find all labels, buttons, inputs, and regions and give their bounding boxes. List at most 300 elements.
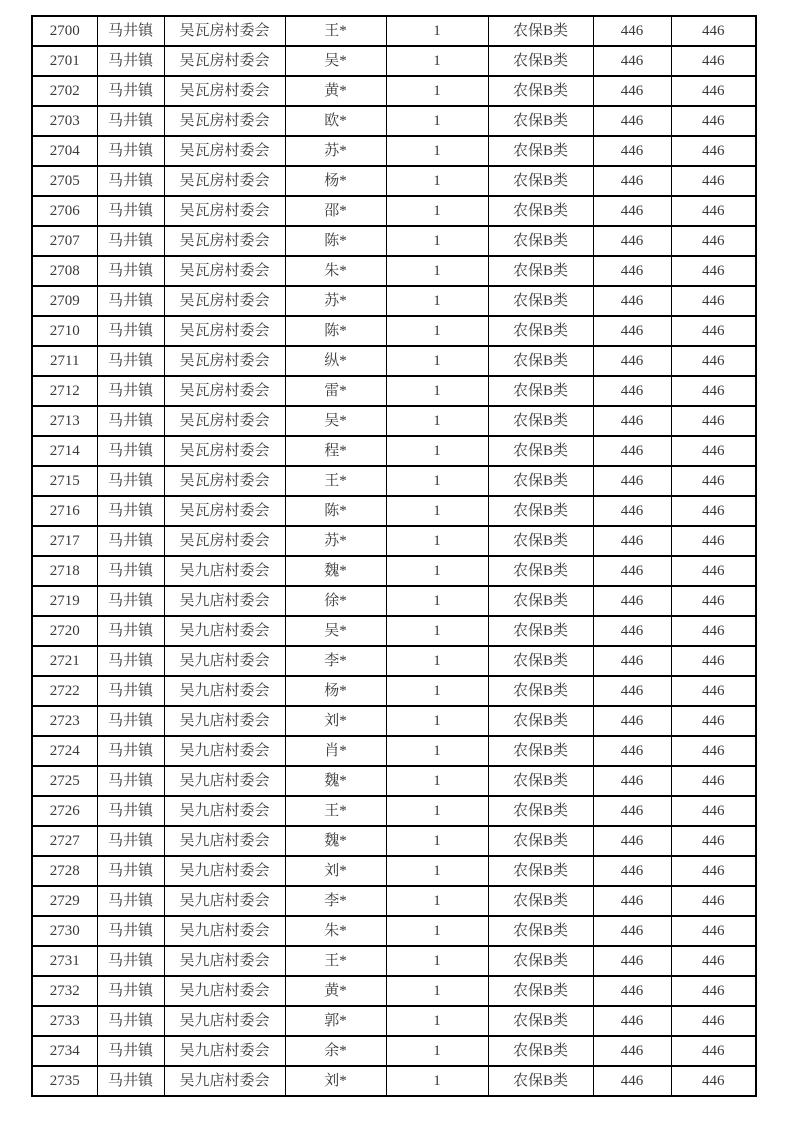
cell-village: 吴瓦房村委会: [164, 496, 285, 526]
cell-village: 吴九店村委会: [164, 796, 285, 826]
cell-town: 马井镇: [97, 226, 164, 256]
cell-serial: 2714: [32, 436, 97, 466]
cell-serial: 2717: [32, 526, 97, 556]
cell-count: 1: [386, 856, 488, 886]
cell-town: 马井镇: [97, 676, 164, 706]
cell-serial: 2732: [32, 976, 97, 1006]
table-row: [32, 466, 756, 496]
cell-serial: 2702: [32, 76, 97, 106]
cell-category: 农保B类: [488, 826, 593, 856]
cell-amount-1: 446: [593, 286, 671, 316]
cell-serial: 2718: [32, 556, 97, 586]
cell-amount-2: 446: [671, 376, 756, 406]
cell-village: 吴瓦房村委会: [164, 406, 285, 436]
cell-amount-1: 446: [593, 496, 671, 526]
cell-amount-2: 446: [671, 856, 756, 886]
table-row: [32, 706, 756, 736]
cell-village: 吴瓦房村委会: [164, 166, 285, 196]
cell-village: 吴瓦房村委会: [164, 466, 285, 496]
cell-village: 吴瓦房村委会: [164, 286, 285, 316]
cell-count: 1: [386, 46, 488, 76]
cell-village: 吴瓦房村委会: [164, 106, 285, 136]
cell-amount-1: 446: [593, 856, 671, 886]
cell-count: 1: [386, 376, 488, 406]
cell-category: 农保B类: [488, 856, 593, 886]
cell-serial: 2704: [32, 136, 97, 166]
cell-count: 1: [386, 916, 488, 946]
cell-amount-1: 446: [593, 1036, 671, 1066]
table-row: [32, 286, 756, 316]
cell-town: 马井镇: [97, 286, 164, 316]
cell-category: 农保B类: [488, 436, 593, 466]
cell-count: 1: [386, 586, 488, 616]
cell-name: 苏*: [285, 136, 386, 166]
cell-village: 吴瓦房村委会: [164, 76, 285, 106]
cell-town: 马井镇: [97, 76, 164, 106]
table-row: [32, 166, 756, 196]
cell-town: 马井镇: [97, 136, 164, 166]
cell-name: 郭*: [285, 1006, 386, 1036]
cell-category: 农保B类: [488, 406, 593, 436]
cell-amount-2: 446: [671, 916, 756, 946]
cell-serial: 2721: [32, 646, 97, 676]
cell-village: 吴九店村委会: [164, 886, 285, 916]
table-row: [32, 556, 756, 586]
cell-serial: 2722: [32, 676, 97, 706]
cell-name: 魏*: [285, 766, 386, 796]
cell-amount-2: 446: [671, 796, 756, 826]
cell-category: 农保B类: [488, 136, 593, 166]
cell-village: 吴九店村委会: [164, 646, 285, 676]
cell-category: 农保B类: [488, 766, 593, 796]
cell-amount-1: 446: [593, 406, 671, 436]
cell-name: 余*: [285, 1036, 386, 1066]
cell-amount-2: 446: [671, 586, 756, 616]
cell-town: 马井镇: [97, 856, 164, 886]
cell-name: 陈*: [285, 496, 386, 526]
cell-count: 1: [386, 646, 488, 676]
cell-amount-2: 446: [671, 706, 756, 736]
cell-amount-2: 446: [671, 526, 756, 556]
cell-amount-1: 446: [593, 226, 671, 256]
cell-amount-2: 446: [671, 76, 756, 106]
cell-amount-1: 446: [593, 1006, 671, 1036]
cell-village: 吴瓦房村委会: [164, 226, 285, 256]
cell-name: 魏*: [285, 556, 386, 586]
cell-amount-1: 446: [593, 766, 671, 796]
cell-amount-1: 446: [593, 76, 671, 106]
cell-name: 黄*: [285, 976, 386, 1006]
cell-count: 1: [386, 976, 488, 1006]
cell-category: 农保B类: [488, 16, 593, 46]
cell-town: 马井镇: [97, 766, 164, 796]
cell-serial: 2724: [32, 736, 97, 766]
cell-count: 1: [386, 766, 488, 796]
cell-town: 马井镇: [97, 646, 164, 676]
table-row: [32, 226, 756, 256]
cell-name: 黄*: [285, 76, 386, 106]
cell-village: 吴九店村委会: [164, 976, 285, 1006]
table-row: [32, 106, 756, 136]
cell-count: 1: [386, 466, 488, 496]
cell-village: 吴九店村委会: [164, 586, 285, 616]
cell-amount-1: 446: [593, 436, 671, 466]
cell-amount-2: 446: [671, 406, 756, 436]
cell-village: 吴九店村委会: [164, 1066, 285, 1096]
table-row: [32, 1066, 756, 1096]
cell-serial: 2735: [32, 1066, 97, 1096]
cell-category: 农保B类: [488, 586, 593, 616]
cell-count: 1: [386, 346, 488, 376]
cell-village: 吴瓦房村委会: [164, 346, 285, 376]
cell-count: 1: [386, 76, 488, 106]
cell-amount-2: 446: [671, 226, 756, 256]
cell-name: 苏*: [285, 286, 386, 316]
cell-amount-2: 446: [671, 736, 756, 766]
cell-count: 1: [386, 196, 488, 226]
cell-count: 1: [386, 166, 488, 196]
table-row: [32, 1036, 756, 1066]
cell-count: 1: [386, 436, 488, 466]
cell-amount-1: 446: [593, 646, 671, 676]
cell-amount-2: 446: [671, 496, 756, 526]
cell-amount-1: 446: [593, 586, 671, 616]
cell-name: 刘*: [285, 706, 386, 736]
table-row: [32, 436, 756, 466]
cell-count: 1: [386, 886, 488, 916]
cell-amount-2: 446: [671, 256, 756, 286]
cell-town: 马井镇: [97, 346, 164, 376]
table-row: [32, 496, 756, 526]
cell-serial: 2711: [32, 346, 97, 376]
cell-count: 1: [386, 226, 488, 256]
cell-amount-1: 446: [593, 136, 671, 166]
cell-serial: 2723: [32, 706, 97, 736]
cell-serial: 2734: [32, 1036, 97, 1066]
cell-category: 农保B类: [488, 556, 593, 586]
cell-name: 纵*: [285, 346, 386, 376]
cell-town: 马井镇: [97, 976, 164, 1006]
cell-category: 农保B类: [488, 616, 593, 646]
cell-category: 农保B类: [488, 226, 593, 256]
table-row: [32, 736, 756, 766]
cell-name: 王*: [285, 16, 386, 46]
table-row: [32, 616, 756, 646]
cell-name: 邵*: [285, 196, 386, 226]
cell-serial: 2730: [32, 916, 97, 946]
cell-amount-2: 446: [671, 196, 756, 226]
cell-town: 马井镇: [97, 826, 164, 856]
cell-amount-1: 446: [593, 826, 671, 856]
cell-serial: 2706: [32, 196, 97, 226]
cell-amount-1: 446: [593, 706, 671, 736]
cell-town: 马井镇: [97, 796, 164, 826]
cell-serial: 2708: [32, 256, 97, 286]
cell-serial: 2713: [32, 406, 97, 436]
cell-amount-1: 446: [593, 886, 671, 916]
cell-village: 吴九店村委会: [164, 946, 285, 976]
cell-category: 农保B类: [488, 526, 593, 556]
table-row: [32, 346, 756, 376]
cell-name: 雷*: [285, 376, 386, 406]
cell-town: 马井镇: [97, 1006, 164, 1036]
cell-amount-1: 446: [593, 376, 671, 406]
cell-amount-1: 446: [593, 256, 671, 286]
cell-amount-1: 446: [593, 106, 671, 136]
cell-amount-2: 446: [671, 466, 756, 496]
cell-name: 陈*: [285, 226, 386, 256]
cell-category: 农保B类: [488, 946, 593, 976]
cell-serial: 2712: [32, 376, 97, 406]
cell-amount-1: 446: [593, 196, 671, 226]
cell-village: 吴瓦房村委会: [164, 256, 285, 286]
cell-name: 朱*: [285, 256, 386, 286]
cell-category: 农保B类: [488, 646, 593, 676]
cell-category: 农保B类: [488, 46, 593, 76]
cell-town: 马井镇: [97, 406, 164, 436]
cell-serial: 2701: [32, 46, 97, 76]
table-row: [32, 796, 756, 826]
cell-town: 马井镇: [97, 736, 164, 766]
table-row: [32, 16, 756, 46]
cell-amount-2: 446: [671, 136, 756, 166]
record-table: [31, 15, 757, 1097]
cell-category: 农保B类: [488, 916, 593, 946]
cell-name: 刘*: [285, 1066, 386, 1096]
table-row: [32, 406, 756, 436]
cell-village: 吴瓦房村委会: [164, 46, 285, 76]
table-row: [32, 1006, 756, 1036]
cell-count: 1: [386, 256, 488, 286]
cell-category: 农保B类: [488, 976, 593, 1006]
table-row: [32, 766, 756, 796]
cell-category: 农保B类: [488, 1006, 593, 1036]
cell-category: 农保B类: [488, 256, 593, 286]
cell-amount-1: 446: [593, 46, 671, 76]
cell-town: 马井镇: [97, 466, 164, 496]
cell-serial: 2720: [32, 616, 97, 646]
cell-name: 王*: [285, 946, 386, 976]
cell-serial: 2719: [32, 586, 97, 616]
cell-name: 吴*: [285, 46, 386, 76]
cell-serial: 2733: [32, 1006, 97, 1036]
table-row: [32, 886, 756, 916]
table-row: [32, 316, 756, 346]
cell-count: 1: [386, 1036, 488, 1066]
cell-town: 马井镇: [97, 16, 164, 46]
cell-amount-2: 446: [671, 886, 756, 916]
cell-category: 农保B类: [488, 466, 593, 496]
cell-serial: 2726: [32, 796, 97, 826]
cell-category: 农保B类: [488, 736, 593, 766]
cell-town: 马井镇: [97, 556, 164, 586]
cell-category: 农保B类: [488, 1036, 593, 1066]
cell-count: 1: [386, 136, 488, 166]
cell-serial: 2710: [32, 316, 97, 346]
table-row: [32, 76, 756, 106]
cell-village: 吴九店村委会: [164, 826, 285, 856]
cell-category: 农保B类: [488, 196, 593, 226]
cell-amount-1: 446: [593, 166, 671, 196]
cell-serial: 2725: [32, 766, 97, 796]
cell-amount-2: 446: [671, 106, 756, 136]
cell-amount-2: 446: [671, 766, 756, 796]
cell-town: 马井镇: [97, 916, 164, 946]
cell-category: 农保B类: [488, 796, 593, 826]
cell-count: 1: [386, 316, 488, 346]
cell-category: 农保B类: [488, 676, 593, 706]
cell-amount-2: 446: [671, 1066, 756, 1096]
cell-town: 马井镇: [97, 316, 164, 346]
cell-town: 马井镇: [97, 946, 164, 976]
cell-count: 1: [386, 106, 488, 136]
cell-village: 吴瓦房村委会: [164, 376, 285, 406]
cell-amount-1: 446: [593, 946, 671, 976]
cell-village: 吴九店村委会: [164, 676, 285, 706]
cell-amount-1: 446: [593, 16, 671, 46]
cell-count: 1: [386, 826, 488, 856]
cell-name: 程*: [285, 436, 386, 466]
cell-town: 马井镇: [97, 1066, 164, 1096]
cell-village: 吴九店村委会: [164, 556, 285, 586]
cell-category: 农保B类: [488, 496, 593, 526]
cell-amount-1: 446: [593, 736, 671, 766]
cell-serial: 2728: [32, 856, 97, 886]
cell-count: 1: [386, 526, 488, 556]
cell-count: 1: [386, 496, 488, 526]
table-row: [32, 586, 756, 616]
cell-serial: 2731: [32, 946, 97, 976]
cell-amount-1: 446: [593, 526, 671, 556]
cell-category: 农保B类: [488, 166, 593, 196]
table-row: [32, 676, 756, 706]
cell-name: 李*: [285, 886, 386, 916]
cell-town: 马井镇: [97, 436, 164, 466]
cell-name: 杨*: [285, 676, 386, 706]
table-row: [32, 136, 756, 166]
table-row: [32, 916, 756, 946]
cell-town: 马井镇: [97, 256, 164, 286]
cell-amount-2: 446: [671, 286, 756, 316]
cell-serial: 2727: [32, 826, 97, 856]
cell-name: 苏*: [285, 526, 386, 556]
cell-name: 吴*: [285, 616, 386, 646]
cell-category: 农保B类: [488, 346, 593, 376]
cell-category: 农保B类: [488, 106, 593, 136]
cell-town: 马井镇: [97, 526, 164, 556]
cell-village: 吴九店村委会: [164, 1006, 285, 1036]
table-body: [32, 16, 756, 1096]
cell-village: 吴瓦房村委会: [164, 136, 285, 166]
cell-category: 农保B类: [488, 286, 593, 316]
cell-town: 马井镇: [97, 616, 164, 646]
cell-town: 马井镇: [97, 496, 164, 526]
table-row: [32, 646, 756, 676]
cell-name: 朱*: [285, 916, 386, 946]
cell-amount-2: 446: [671, 1006, 756, 1036]
cell-serial: 2716: [32, 496, 97, 526]
cell-count: 1: [386, 1006, 488, 1036]
table-row: [32, 856, 756, 886]
cell-count: 1: [386, 556, 488, 586]
table-row: [32, 946, 756, 976]
cell-amount-1: 446: [593, 466, 671, 496]
cell-name: 欧*: [285, 106, 386, 136]
cell-count: 1: [386, 286, 488, 316]
cell-village: 吴瓦房村委会: [164, 16, 285, 46]
cell-amount-1: 446: [593, 316, 671, 346]
cell-village: 吴九店村委会: [164, 916, 285, 946]
cell-town: 马井镇: [97, 46, 164, 76]
table-row: [32, 256, 756, 286]
cell-village: 吴瓦房村委会: [164, 436, 285, 466]
cell-amount-1: 446: [593, 796, 671, 826]
table-row: [32, 196, 756, 226]
cell-serial: 2715: [32, 466, 97, 496]
cell-category: 农保B类: [488, 706, 593, 736]
cell-amount-2: 446: [671, 946, 756, 976]
cell-amount-2: 446: [671, 646, 756, 676]
cell-village: 吴九店村委会: [164, 616, 285, 646]
table-row: [32, 526, 756, 556]
table-row: [32, 976, 756, 1006]
cell-serial: 2707: [32, 226, 97, 256]
cell-village: 吴九店村委会: [164, 736, 285, 766]
cell-count: 1: [386, 736, 488, 766]
cell-count: 1: [386, 676, 488, 706]
cell-amount-2: 446: [671, 976, 756, 1006]
cell-amount-2: 446: [671, 436, 756, 466]
cell-serial: 2729: [32, 886, 97, 916]
cell-village: 吴瓦房村委会: [164, 526, 285, 556]
cell-amount-2: 446: [671, 346, 756, 376]
cell-count: 1: [386, 616, 488, 646]
cell-amount-2: 446: [671, 166, 756, 196]
cell-town: 马井镇: [97, 706, 164, 736]
cell-amount-1: 446: [593, 676, 671, 706]
cell-town: 马井镇: [97, 196, 164, 226]
cell-name: 杨*: [285, 166, 386, 196]
cell-category: 农保B类: [488, 886, 593, 916]
cell-amount-2: 446: [671, 676, 756, 706]
cell-town: 马井镇: [97, 106, 164, 136]
cell-amount-1: 446: [593, 916, 671, 946]
cell-village: 吴瓦房村委会: [164, 196, 285, 226]
cell-village: 吴九店村委会: [164, 706, 285, 736]
cell-amount-2: 446: [671, 616, 756, 646]
cell-category: 农保B类: [488, 376, 593, 406]
cell-amount-2: 446: [671, 316, 756, 346]
cell-count: 1: [386, 946, 488, 976]
table-row: [32, 826, 756, 856]
cell-name: 李*: [285, 646, 386, 676]
cell-amount-2: 446: [671, 1036, 756, 1066]
cell-count: 1: [386, 1066, 488, 1096]
cell-town: 马井镇: [97, 1036, 164, 1066]
cell-village: 吴九店村委会: [164, 856, 285, 886]
cell-serial: 2700: [32, 16, 97, 46]
cell-count: 1: [386, 406, 488, 436]
cell-category: 农保B类: [488, 76, 593, 106]
cell-amount-2: 446: [671, 826, 756, 856]
cell-town: 马井镇: [97, 886, 164, 916]
cell-village: 吴九店村委会: [164, 766, 285, 796]
cell-name: 刘*: [285, 856, 386, 886]
cell-name: 魏*: [285, 826, 386, 856]
cell-serial: 2703: [32, 106, 97, 136]
cell-village: 吴九店村委会: [164, 1036, 285, 1066]
cell-name: 陈*: [285, 316, 386, 346]
